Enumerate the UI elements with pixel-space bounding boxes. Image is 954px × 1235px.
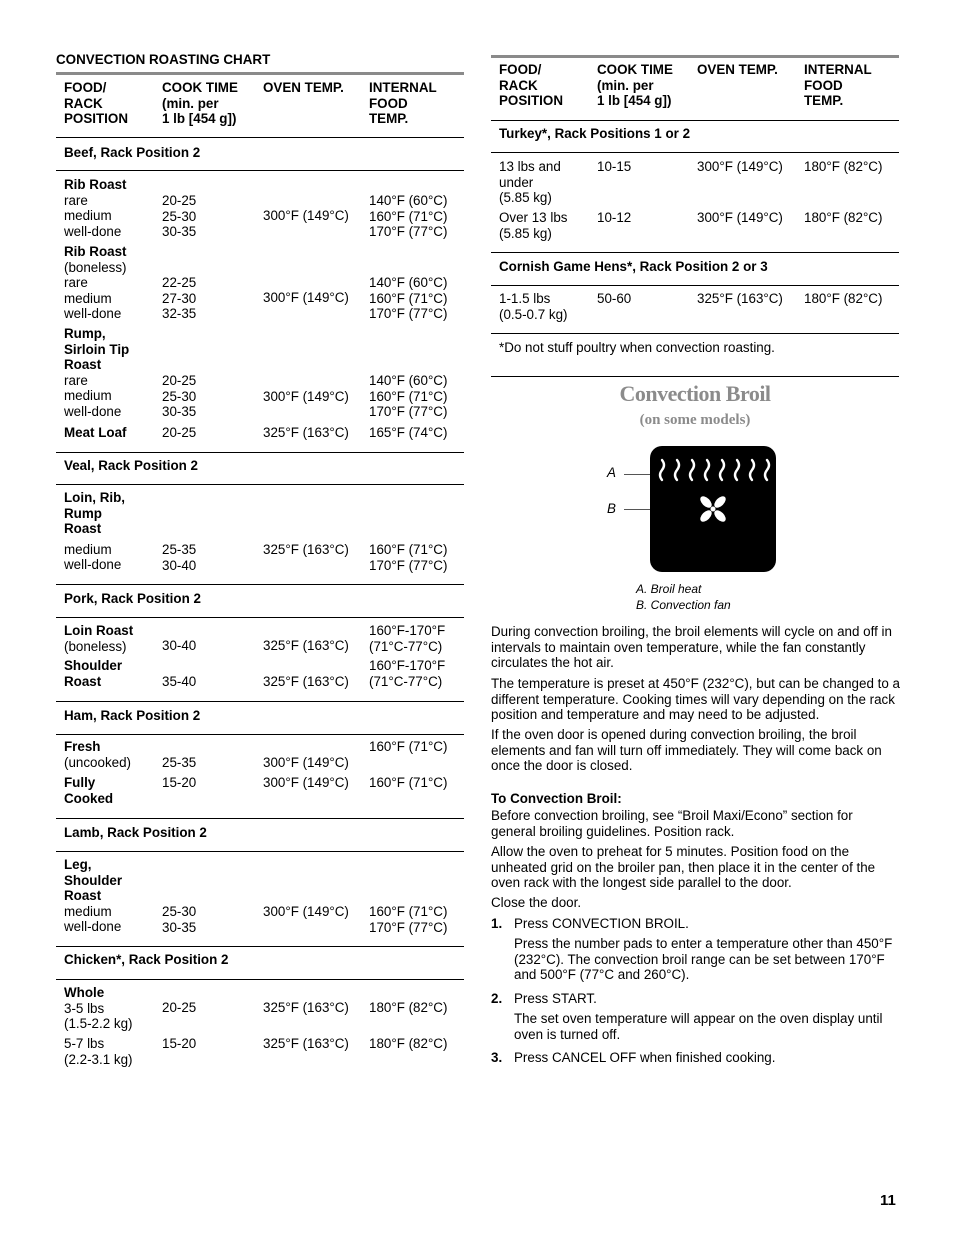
lamb-times: 25-30 30-35 — [162, 904, 197, 935]
poultry-footnote: *Do not stuff poultry when convection roasting. — [499, 340, 775, 355]
caption-convection-fan: B. Convection fan — [636, 598, 731, 612]
turkey-large-internal: 180°F (82°C) — [804, 210, 883, 225]
divider — [491, 285, 899, 286]
divider — [491, 152, 899, 153]
lamb-oven: 300°F (149°C) — [263, 904, 349, 919]
veal-labels: Loin, Rib, Rump Roast medium well-done — [64, 490, 125, 573]
step-detail: The set oven temperature will appear on the oven display until oven is turned off. — [514, 1011, 883, 1042]
divider — [491, 252, 899, 253]
divider — [491, 120, 899, 121]
pork-shoulder-oven: 325°F (163°C) — [263, 674, 349, 689]
divider — [56, 484, 464, 485]
rib-roast-times: 20-25 25-30 30-35 — [162, 193, 197, 240]
caption-broil-heat: A. Broil heat — [636, 582, 702, 596]
divider — [56, 851, 464, 852]
turkey-small-oven: 300°F (149°C) — [697, 159, 783, 174]
divider — [56, 734, 464, 735]
lamb-labels: Leg, Shoulder Roast medium well-done — [64, 857, 123, 935]
step-number: 2. — [491, 991, 503, 1006]
step-number: 3. — [491, 1050, 503, 1065]
paragraph: Allow the oven to preheat for 5 minutes. Position food on the unheated grid on the broiler pan, then place it in the center of the oven rack with the longest side parallel to the door. — [491, 844, 876, 891]
turkey-large-oven: 300°F (149°C) — [697, 210, 783, 225]
header-cook-time: COOK TIME (min. per 1 lb [454 g]) — [162, 80, 238, 127]
group-beef: Beef, Rack Position 2 — [64, 145, 201, 160]
right-header-food: FOOD/ RACK POSITION — [499, 62, 563, 109]
chicken-large-oven: 325°F (163°C) — [263, 1036, 349, 1051]
rib-roast-labels: Rib Roast rare medium well-done — [64, 177, 127, 239]
rib-roast-boneless-times: 22-25 27-30 32-35 — [162, 275, 197, 322]
divider — [56, 137, 464, 138]
header-food: FOOD/ RACK POSITION — [64, 80, 128, 127]
pork-shoulder-time: 35-40 — [162, 674, 197, 689]
hens-time: 50-60 — [597, 291, 632, 306]
broil-heat-icon — [650, 446, 776, 572]
right-header-oven-temp: OVEN TEMP. — [697, 62, 778, 77]
meat-loaf-time: 20-25 — [162, 425, 197, 440]
oven-diagram — [650, 446, 776, 572]
right-header-internal: INTERNAL FOOD TEMP. — [804, 62, 872, 109]
divider — [56, 946, 464, 947]
section-subtitle: (on some models) — [639, 412, 751, 428]
divider — [56, 818, 464, 819]
rib-roast-boneless-internal: 140°F (60°C) 160°F (71°C) 170°F (77°C) — [369, 275, 448, 322]
paragraph: Close the door. — [491, 895, 582, 910]
meat-loaf-label: Meat Loaf — [64, 425, 127, 440]
convection-fan-icon — [698, 494, 728, 524]
divider — [56, 170, 464, 171]
step-detail: Press the number pads to enter a temperature other than 450°F (232°C). The convection broil range can be set between 170°F and 500°F (77°C and 260°C). — [514, 936, 893, 983]
rump-roast-internal: 140°F (60°C) 160°F (71°C) 170°F (77°C) — [369, 373, 448, 420]
pork-loin-oven: 325°F (163°C) — [263, 638, 349, 653]
divider — [491, 376, 899, 377]
ham-fresh-time: 25-35 — [162, 755, 197, 770]
group-pork: Pork, Rack Position 2 — [64, 591, 201, 606]
rib-roast-boneless-oven: 300°F (149°C) — [263, 290, 349, 305]
step-text: Press CONVECTION BROIL. — [514, 916, 689, 931]
divider — [56, 617, 464, 618]
ham-cooked-labels: Fully Cooked — [64, 775, 114, 806]
group-chicken: Chicken*, Rack Position 2 — [64, 952, 229, 967]
rump-roast-labels: Rump, Sirloin Tip Roast rare medium well-done — [64, 326, 130, 419]
ham-cooked-internal: 160°F (71°C) — [369, 775, 448, 790]
paragraph: The temperature is preset at 450°F (232°C), but can be changed to a different temperature. Cooking times will vary depending on the rack position and temperature and may need to be adjusted. — [491, 676, 900, 723]
paragraph: Before convection broiling, see “Broil Maxi/Econo” section for general broiling guidelines. Position rack. — [491, 808, 853, 839]
veal-oven: 325°F (163°C) — [263, 542, 349, 557]
divider — [491, 333, 899, 334]
pork-loin-time: 30-40 — [162, 638, 197, 653]
step-text: Press CANCEL OFF when finished cooking. — [514, 1050, 776, 1065]
chicken-small-oven: 325°F (163°C) — [263, 1000, 349, 1015]
section-title: Convection Broil — [619, 381, 771, 406]
paragraph: During convection broiling, the broil elements will cycle on and off in intervals to maintain oven temperature, while the fan constantly circulates the hot air. — [491, 624, 892, 671]
header-oven-temp: OVEN TEMP. — [263, 80, 344, 95]
pork-shoulder-internal: 160°F-170°F (71°C-77°C) — [369, 658, 446, 689]
chicken-small-time: 20-25 — [162, 1000, 197, 1015]
group-turkey: Turkey*, Rack Positions 1 or 2 — [499, 126, 691, 141]
divider — [56, 584, 464, 585]
pork-loin-labels: Loin Roast (boneless) — [64, 623, 134, 654]
pork-loin-internal: 160°F-170°F (71°C-77°C) — [369, 623, 446, 654]
ham-fresh-oven: 300°F (149°C) — [263, 755, 349, 770]
step-number: 1. — [491, 916, 503, 931]
hens-oven: 325°F (163°C) — [697, 291, 783, 306]
rib-roast-internal: 140°F (60°C) 160°F (71°C) 170°F (77°C) — [369, 193, 448, 240]
lamb-internal: 160°F (71°C) 170°F (77°C) — [369, 904, 448, 935]
paragraph: If the oven door is opened during convection broiling, the broil elements and fan will turn off immediately. They will come back on once the door is closed. — [491, 727, 882, 774]
veal-internal: 160°F (71°C) 170°F (77°C) — [369, 542, 448, 573]
group-hens: Cornish Game Hens*, Rack Position 2 or 3 — [499, 259, 768, 274]
header-internal-temp: INTERNAL FOOD TEMP. — [369, 80, 437, 127]
group-ham: Ham, Rack Position 2 — [64, 708, 201, 723]
divider — [56, 452, 464, 453]
turkey-large-time: 10-12 — [597, 210, 632, 225]
pork-shoulder-labels: Shoulder Roast — [64, 658, 123, 689]
right-header-cook-time: COOK TIME (min. per 1 lb [454 g]) — [597, 62, 673, 109]
rump-roast-oven: 300°F (149°C) — [263, 389, 349, 404]
label-a: A — [607, 465, 616, 480]
right-chart-top-rule — [491, 55, 899, 58]
group-veal: Veal, Rack Position 2 — [64, 458, 198, 473]
howto-heading: To Convection Broil: — [491, 791, 622, 806]
chart-title: CONVECTION ROASTING CHART — [56, 52, 271, 67]
chicken-large-internal: 180°F (82°C) — [369, 1036, 448, 1051]
turkey-small-internal: 180°F (82°C) — [804, 159, 883, 174]
ham-cooked-oven: 300°F (149°C) — [263, 775, 349, 790]
divider — [56, 701, 464, 702]
group-lamb: Lamb, Rack Position 2 — [64, 825, 207, 840]
veal-times: 25-35 30-40 — [162, 542, 197, 573]
chicken-small-labels: Whole 3-5 lbs (1.5-2.2 kg) — [64, 985, 133, 1032]
meat-loaf-internal: 165°F (74°C) — [369, 425, 448, 440]
hens-internal: 180°F (82°C) — [804, 291, 883, 306]
step-text: Press START. — [514, 991, 597, 1006]
divider — [56, 979, 464, 980]
ham-cooked-time: 15-20 — [162, 775, 197, 790]
ham-fresh-internal: 160°F (71°C) — [369, 739, 448, 754]
chicken-large-time: 15-20 — [162, 1036, 197, 1051]
turkey-small-labels: 13 lbs and under (5.85 kg) — [499, 159, 561, 206]
chart-top-rule — [56, 72, 464, 75]
ham-fresh-labels: Fresh (uncooked) — [64, 739, 131, 770]
turkey-large-labels: Over 13 lbs (5.85 kg) — [499, 210, 568, 241]
meat-loaf-oven: 325°F (163°C) — [263, 425, 349, 440]
rib-roast-boneless-labels: Rib Roast (boneless) rare medium well-done — [64, 244, 127, 322]
chicken-small-internal: 180°F (82°C) — [369, 1000, 448, 1015]
turkey-small-time: 10-15 — [597, 159, 632, 174]
rump-roast-times: 20-25 25-30 30-35 — [162, 373, 197, 420]
label-b: B — [607, 501, 616, 516]
hens-labels: 1-1.5 lbs (0.5-0.7 kg) — [499, 291, 568, 322]
rib-roast-oven: 300°F (149°C) — [263, 208, 349, 223]
chicken-large-labels: 5-7 lbs (2.2-3.1 kg) — [64, 1036, 133, 1067]
page-number: 11 — [880, 1192, 896, 1209]
